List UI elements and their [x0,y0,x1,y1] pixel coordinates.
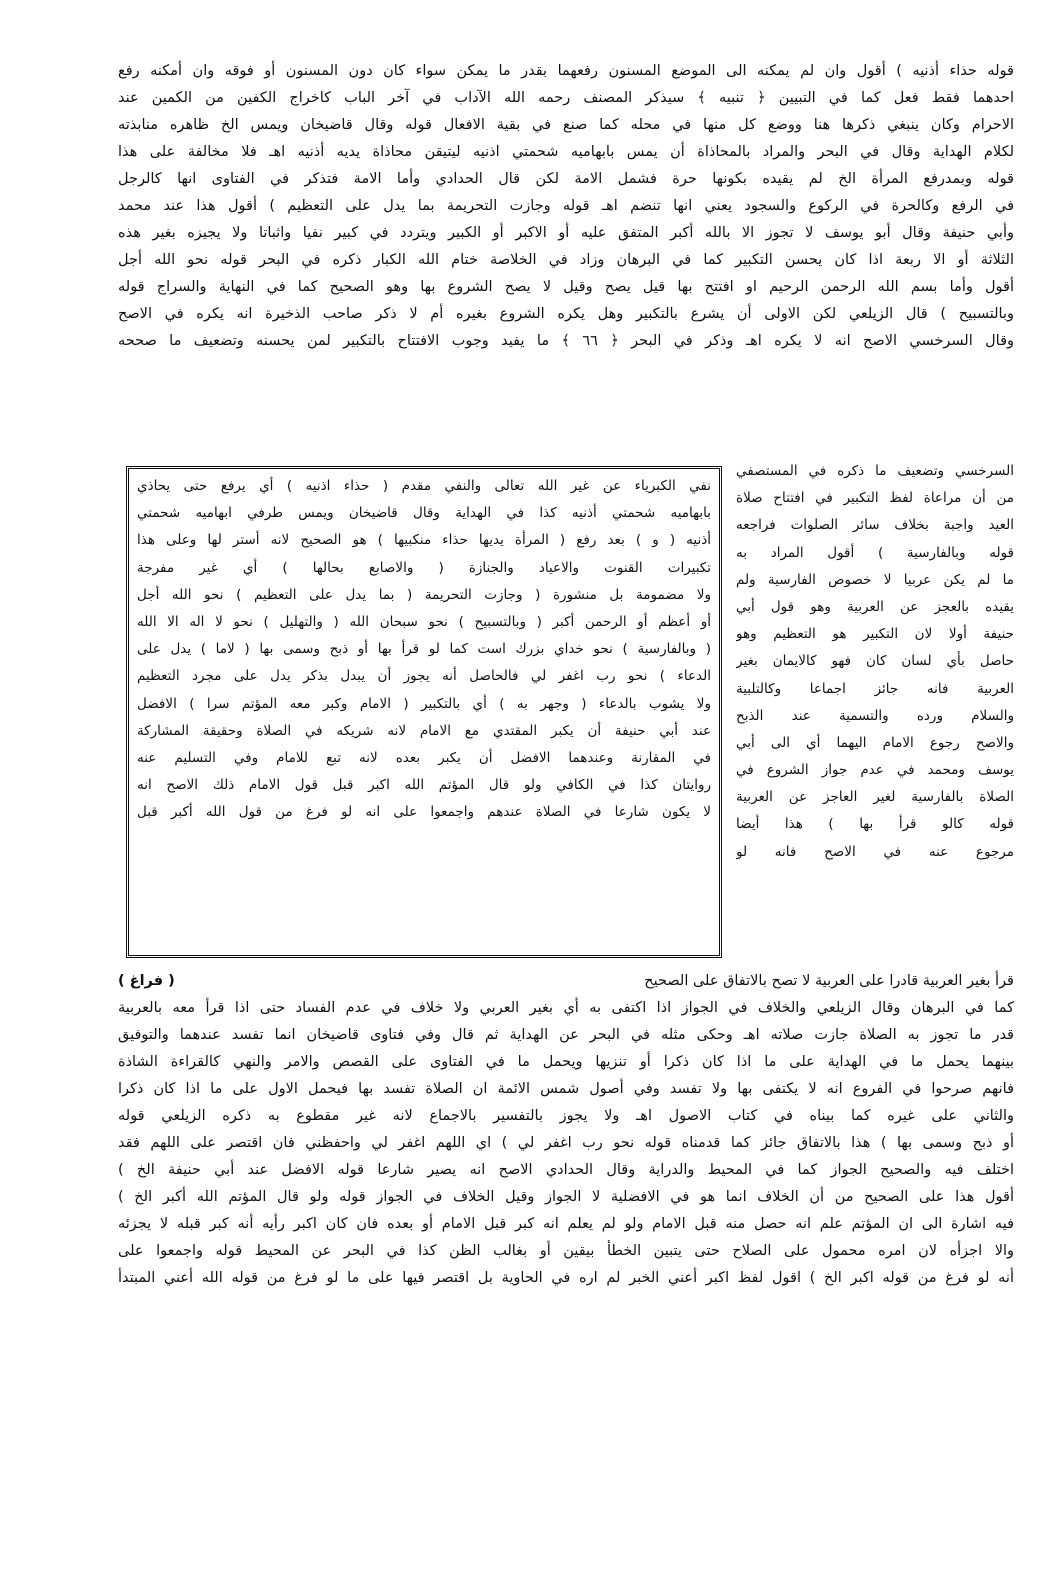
text-line: ولا مضمومة بل منشورة ( وجازت التحريمة ( بما يدل على التعظيم ) نحو الله أجل [137,586,711,603]
text-line: ( وبالفارسية ) نحو خداي بزرك است كما لو قرأ بها أو ذبح وسمى بها ( لاما ) يدل على [137,641,711,658]
text-line: روايتان كذا في الكافي ولو قال المؤتم الله اكبر قبل قول الامام ذلك الاصح انه [137,777,711,794]
text-line: قدر ما تجوز به الصلاة جازت صلاته اهـ وحكى مثله في البحر عن الهداية ثم قال وفي فتاوى قاضيخان انما تفسد عندهما والتوفيق [118,1027,1014,1043]
text-line: بابهاميه شحمتي أذنيه كذا في الهداية وقال قاضيخان ويمس طرفي ابهاميه شحمتي [137,505,711,522]
text-line: أنه لو فرغ من قوله اكبر الخ ) اقول لفظ اكبر أعني الخبر لم اره في الحاوية بل اقتصر فيها على ما لو فرغ من قوله الله أعني المبتدأ [118,1270,1014,1286]
text-line: والسلام ورده والتسمية عند الذبح [736,707,1014,724]
text-line: والثاني على غيره كما بيناه في كتاب الاصول اهـ ولا يجوز بالتفسير بالاجماع لانه غير مقطوع به ذكره الزيلعي قوله [118,1108,1014,1124]
text-line: في الرفع وكالحرة في الركوع والسجود يعني انها تنضم اهـ قوله وجازت التحريمة بما يدل على التعظيم ) أقول هذا عند محمد [118,198,1014,214]
text-line: أذنيه ( و ) بعد رفع ( المرأة يديها حذاء منكبيها ) هو الصحيح لانه أستر لها وعلى هذا [137,532,711,549]
text-line: مرجوع عنه في الاصح فانه لو [736,843,1014,860]
text-line: يقيده بالعجز عن العربية وهو قول أبي [736,598,1014,615]
text-line: الثلاثة أو الا ربعة اذا كان يحسن التكبير كما في البرهان وزاد في الخلاصة ختام الله الكبار ذكره في البحر قوله نحو الله أجل [118,252,1014,268]
catchword-row [118,968,1014,995]
text-line: حاصل بأي لسان كان فهو كالايمان بغير [736,653,1014,670]
text-line: في المقارنة وعندهما الافضل أن يكبر بعده لانه تبع للامام وفي التسليم عنه [137,749,711,766]
text-line: قوله كالو قرأ بها ) هذا أيضا [736,816,1014,833]
catchword: ( فراغ ) [118,973,175,989]
text-line: العيد واجبة بخلاف سائر الصلوات فراجعه [736,517,1014,534]
bottom-continuation-line: قرأ بغير العربية قادرا على العربية لا تصح بالاتفاق على الصحيح [644,973,1014,989]
text-line: أو ذبح وسمى بها ) هذا بالاتفاق جائز كما قدمناه قوله نحو رب اغفر لي ) اي اللهم اغفر لي واحفظني فان اقتصر على اللهم فقد [118,1135,1014,1151]
text-line: كما في البرهان وقال الزيلعي والخلاف في الجواز اذا اكتفى به أي بغير العربي ولا خلاف في عدم الفساد حتى اذا قرأ معه بالعربية [118,1000,1014,1016]
text-line: أقول هذا على الصحيح من أن الخلاف انما هو في الافضلية لا الجواز وقيل الخلاف في الجواز قوله ولو قال المؤتم الله أكبر الخ ) [118,1189,1014,1205]
text-line: أقول وأما بسم الله الرحمن الرحيم او افتتح بها قيل يصح وقيل لا يصح الشروع بها وهو الصحيح كما في النهاية والسراج قوله [118,279,1014,295]
text-line: والا اجزأه لان امره محمول على الصلاح حتى يتبين الخطأ بيقين أو بغالب الظن كذا في البحر عن المحيط قوله واجمعوا على [118,1243,1014,1259]
text-line: وأبي حنيفة وقال أبو يوسف لا تجوز الا بالله أكبر المتفق عليه أو الاكبر أو الكبير ويتردد في كبير نفيا واثباتا ولا يجيزه بغير هذه [118,225,1014,241]
text-line: والاصح رجوع الامام اليهما أي الى أبي [736,734,1014,751]
middle-section [118,458,1014,968]
text-line: احدهما فقط فعل كما في التبيين ﴿ تنبيه ﴾ سيذكر المصنف رحمه الله الآداب في آخر الباب كاخراج الكفين من الكمين عند [118,90,1014,106]
page [118,58,1014,1358]
commentary-top [118,58,1014,355]
text-line: ما لم يكن عربيا لا خصوص الفارسية ولم [736,571,1014,588]
text-line: اختلف فيه والصحيح الجواز كما في المحيط والدراية وقال الحدادي الاصح انه يصير شارعا قوله الافضل عند أبي حنيفة الخ ) [118,1162,1014,1178]
text-line: وبالتسبيح ) قال الزيلعي لكن الاولى أن يشرع بالتكبير وهل يكره الشروع بغيره أم لا ذكر صاحب الذخيرة انه يكره في الاصح [118,306,1014,322]
text-line: قوله حذاء أذنيه ) أقول وان لم يمكنه الى الموضع المسنون رفعهما بقدر ما يمكن سواء كان دون المسنون أو فوقه وان أمكنه رفع [118,63,1014,79]
text-line: فيه اشارة الى ان المؤتم علم انه حصل منه قبل الامام ولو لم يعلم انه كبر قبل الامام أو بعده فان كان اكبر رأيه أنه كبر قبله لا يجزئه [118,1216,1014,1232]
commentary-side-column [736,458,1014,866]
text-line: فانهم صرحوا في الفروع انه لا يكتفى بها ولا تفسد وفي أصول شمس الائمة ان الصلاة تفسد بها فيحمل الاول على ما اذا كان ذكرا [118,1081,1014,1097]
text-line: ولا يشوب بالدعاء ( وجهر به ) أي بالتكبير ( الامام وكبر معه المؤتم سرا ) الافضل [137,695,711,712]
text-line: وقال السرخسي الاصح انه لا يكره اهـ وذكر في البحر ﴿ ٦٦ ﴾ ما يفيد وجوب الافتتاح بالتكبير لمن يحسنه وتضعيف ما صححه [118,333,1014,349]
text-line: حنيفة أولا لان التكبير هو التعظيم وهو [736,626,1014,643]
commentary-bottom [118,968,1014,1292]
text-line: قوله وبالفارسية ) أقول المراد به [736,544,1014,561]
text-line: الدعاء ) نحو رب اغفر لي فالحاصل أنه يجوز أن يبدل بذكر يدل على مجرد التعظيم [137,668,711,685]
text-line: بينهما يحمل ما في الهداية على ما اذا كان ذكرا أو تنزيها ويحمل ما في الفتاوى على القصص والامر والنهي كالقراءة الشاذة [118,1054,1014,1070]
text-line: يوسف ومحمد في عدم جواز الشروع في [736,762,1014,779]
text-line: لا يكون شارعا في الصلاة عندهم واجمعوا على انه لو فرغ من قول الله أكبر قبل [137,804,711,821]
text-line: أو أعظم أو الرحمن أكبر ( وبالتسبيح ) نحو سبحان الله ( والتهليل ) نحو لا اله الا الله [137,613,711,630]
text-line: قوله وبمدرفع المرأة الخ لم يقيده بكونها حرة فشمل الامة لكن قال الحدادي وأما الامة فتذكر في الفتاوى انها كالرجل [118,171,1014,187]
matn-box [126,466,722,958]
text-line: الصلاة بالفارسية لغير العاجز عن العربية [736,789,1014,806]
text-line: تكبيرات القنوت والاعياد والجنازة ( والاصابع بحالها ) أي غير مفرجة [137,559,711,576]
text-line: من أن مراعاة لفظ التكبير في افتتاح صلاة [736,490,1014,507]
text-line: العربية فانه جائز اجماعا وكالتلبية [736,680,1014,697]
text-line: السرخسي وتضعيف ما ذكره في المستصفي [736,463,1014,479]
text-line: عند أبي حنيفة أن يكبر المقتدي مع الامام لانه شريكه في الصلاة وحقيقة المشاركة [137,722,711,739]
text-line: لكلام الهداية وقال في البحر والمراد بالمحاذاة أن يمس بابهاميه شحمتي اذنيه ليتيقن محاذاة يديه أذنيه اهـ فلا مخالفة على هذا [118,144,1014,160]
text-line: الاحرام وكان ينبغي ذكرها هنا ووضع كل منها في محله كما صنع في بقية الافعال قوله وقال قاضيخان ويمس الخ ظاهره منابذته [118,117,1014,133]
text-line: نفي الكبرياء عن غير الله تعالى والنفي مقدم ( حذاء اذنيه ) أي يرفع حتى يحاذي [137,478,711,494]
